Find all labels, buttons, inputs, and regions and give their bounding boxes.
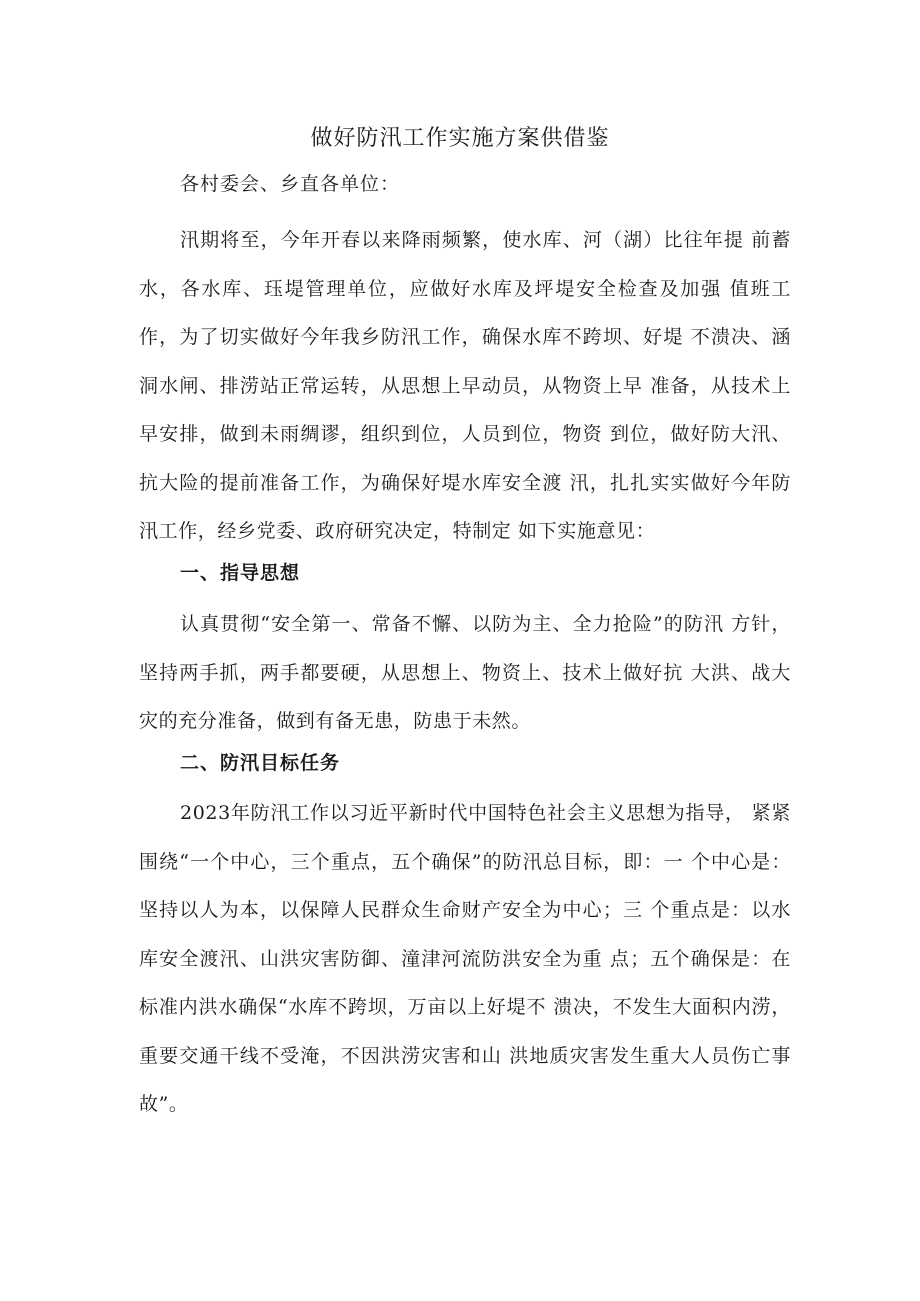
section-heading-flood-control-goals: 二、防汛目标任务 — [180, 752, 341, 774]
section-body-guiding-ideology: 认真贯彻“安全第一、常备不懈、以防为主、全力抢险”的防汛 方针，坚持两手抓，两手都要硬，从思想上、物资上、技术上做好抗 大洪、战大灾的充分准备，做到有备无患，防患于未然。 — [139, 613, 791, 732]
section-heading-guiding-ideology: 一、指导思想 — [180, 562, 301, 584]
intro-paragraph: 汛期将至，今年开春以来降雨频繁，使水库、河（湖）比往年提 前蓄水，各水库、珏堤管理单位，应做好水库及坪堤安全检查及加强 值班工作，为了切实做好今年我乡防汛工作，确保水库不跨坝、好堤 不溃决、涵洞水闸、排涝站正常运转，从思想上早动员，从物资上早 准备，从技术上早安排，做到未雨绸谬，组织到位，人员到位，物资 到位，做好防大汛、抗大险的提前准备工作，为确保好堤水库安全渡 汛，扎扎实实做好今年防汛工作，经乡党委、政府研究决定，特制定 如下实施意见： — [139, 229, 791, 542]
document-title: 做好防汛工作实施方案供借鉴 — [310, 126, 610, 151]
salutation: 各村委会、乡直各单位： — [180, 173, 401, 195]
section-body-flood-control-goals: 2023年防汛工作以习近平新时代中国特色社会主义思想为指导， 紧紧围绕“一个中心，三个重点，五个确保”的防汛总目标，即：一 个中心是：坚持以人为本，以保障人民群众生命财产安全为中心；三 个重点是：以水库安全渡汛、山洪灾害防御、潼津河流防洪安全为重 点；五个确保是：在标准内洪水确保“水库不跨坝，万亩以上好堤不 溃决，不发生大面积内涝，重要交通干线不受淹，不因洪涝灾害和山 洪地质灾害发生重大人员伤亡事故”。 — [139, 802, 791, 1115]
